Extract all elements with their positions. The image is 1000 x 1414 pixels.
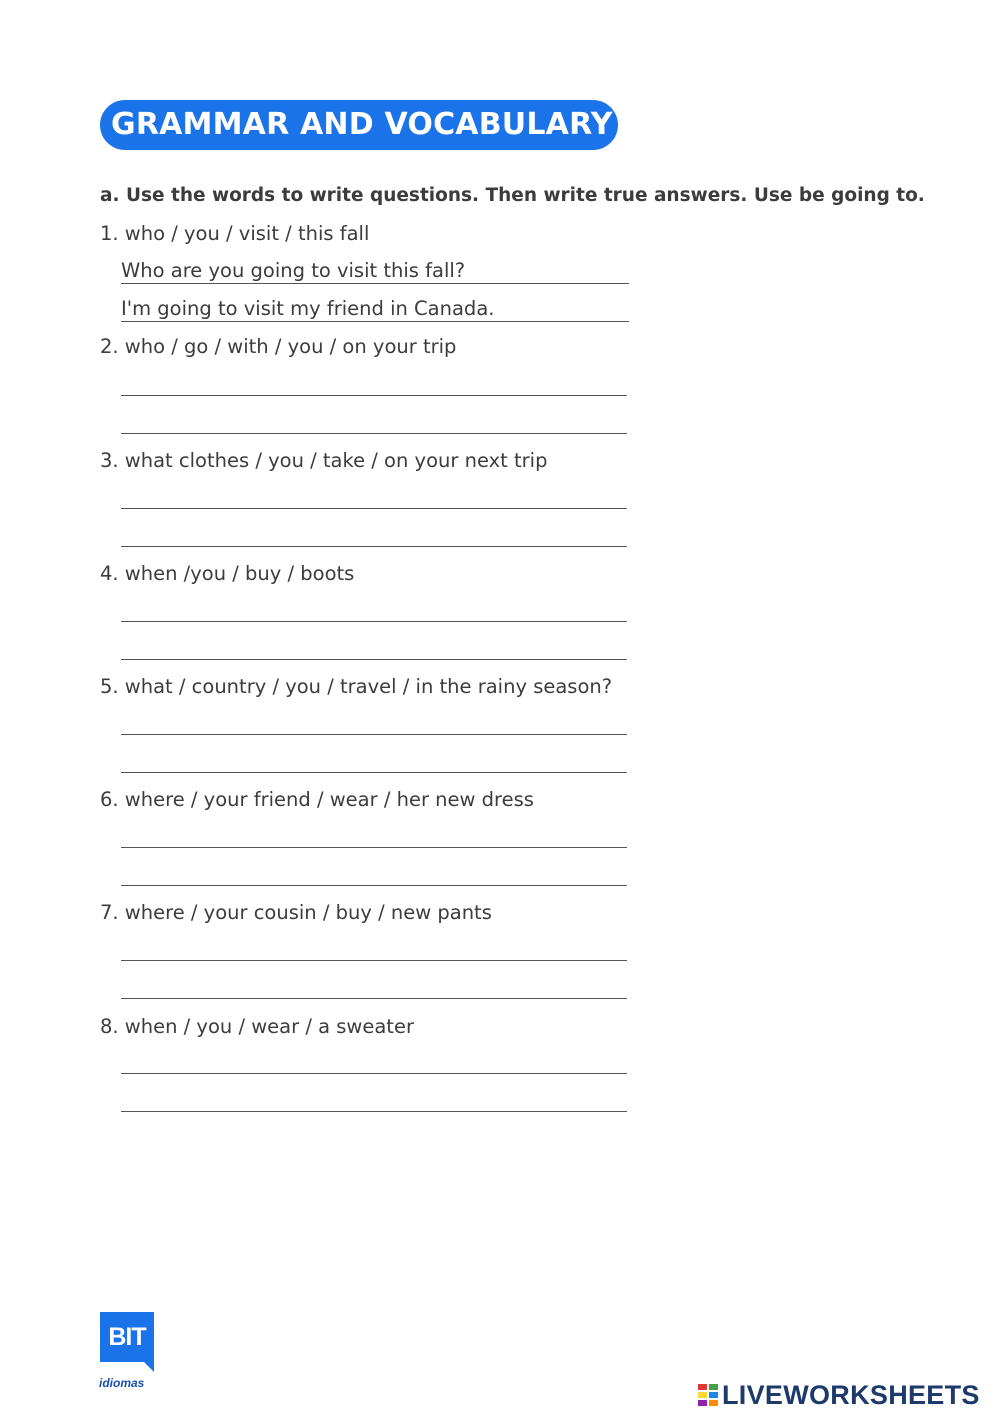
example-answer-question: Who are you going to visit this fall? [121, 259, 629, 284]
item-prompt-6: 6. where / your friend / wear / her new dress [100, 788, 534, 811]
item-prompt-5: 5. what / country / you / travel / in the rainy season? [100, 675, 613, 698]
liveworksheets-grid-icon [697, 1383, 719, 1407]
answer-line-2b[interactable] [121, 433, 627, 434]
bit-logo: BIT [100, 1312, 154, 1362]
page-title: GRAMMAR AND VOCABULARY [111, 107, 613, 142]
answer-line-5a[interactable] [121, 734, 627, 735]
item-prompt-1: 1. who / you / visit / this fall [100, 222, 370, 245]
liveworksheets-text: LIVEWORKSHEETS [722, 1379, 980, 1410]
answer-line-6b[interactable] [121, 885, 627, 886]
bit-logo-subtext: idiomas [99, 1376, 145, 1390]
liveworksheets-brand [697, 1380, 980, 1410]
item-prompt-7: 7. where / your cousin / buy / new pants [100, 901, 492, 924]
item-prompt-2: 2. who / go / with / you / on your trip [100, 335, 457, 358]
answer-line-6a[interactable] [121, 847, 627, 848]
answer-line-8a[interactable] [121, 1073, 627, 1074]
bit-logo-notch [144, 1362, 154, 1372]
item-prompt-3: 3. what clothes / you / take / on your next trip [100, 449, 548, 472]
answer-line-5b[interactable] [121, 772, 627, 773]
answer-line-3a[interactable] [121, 508, 627, 509]
example-answer-response: I'm going to visit my friend in Canada. [121, 297, 629, 322]
item-prompt-4: 4. when /you / buy / boots [100, 562, 355, 585]
answer-line-2a[interactable] [121, 395, 627, 396]
answer-line-7b[interactable] [121, 998, 627, 999]
answer-line-3b[interactable] [121, 546, 627, 547]
answer-line-4a[interactable] [121, 621, 627, 622]
answer-line-7a[interactable] [121, 960, 627, 961]
answer-line-4b[interactable] [121, 659, 627, 660]
item-prompt-8: 8. when / you / wear / a sweater [100, 1015, 414, 1038]
exercise-instruction: a. Use the words to write questions. Then write true answers. Use be going to. [100, 185, 925, 206]
section-title-badge [100, 100, 618, 150]
answer-line-8b[interactable] [121, 1111, 627, 1112]
